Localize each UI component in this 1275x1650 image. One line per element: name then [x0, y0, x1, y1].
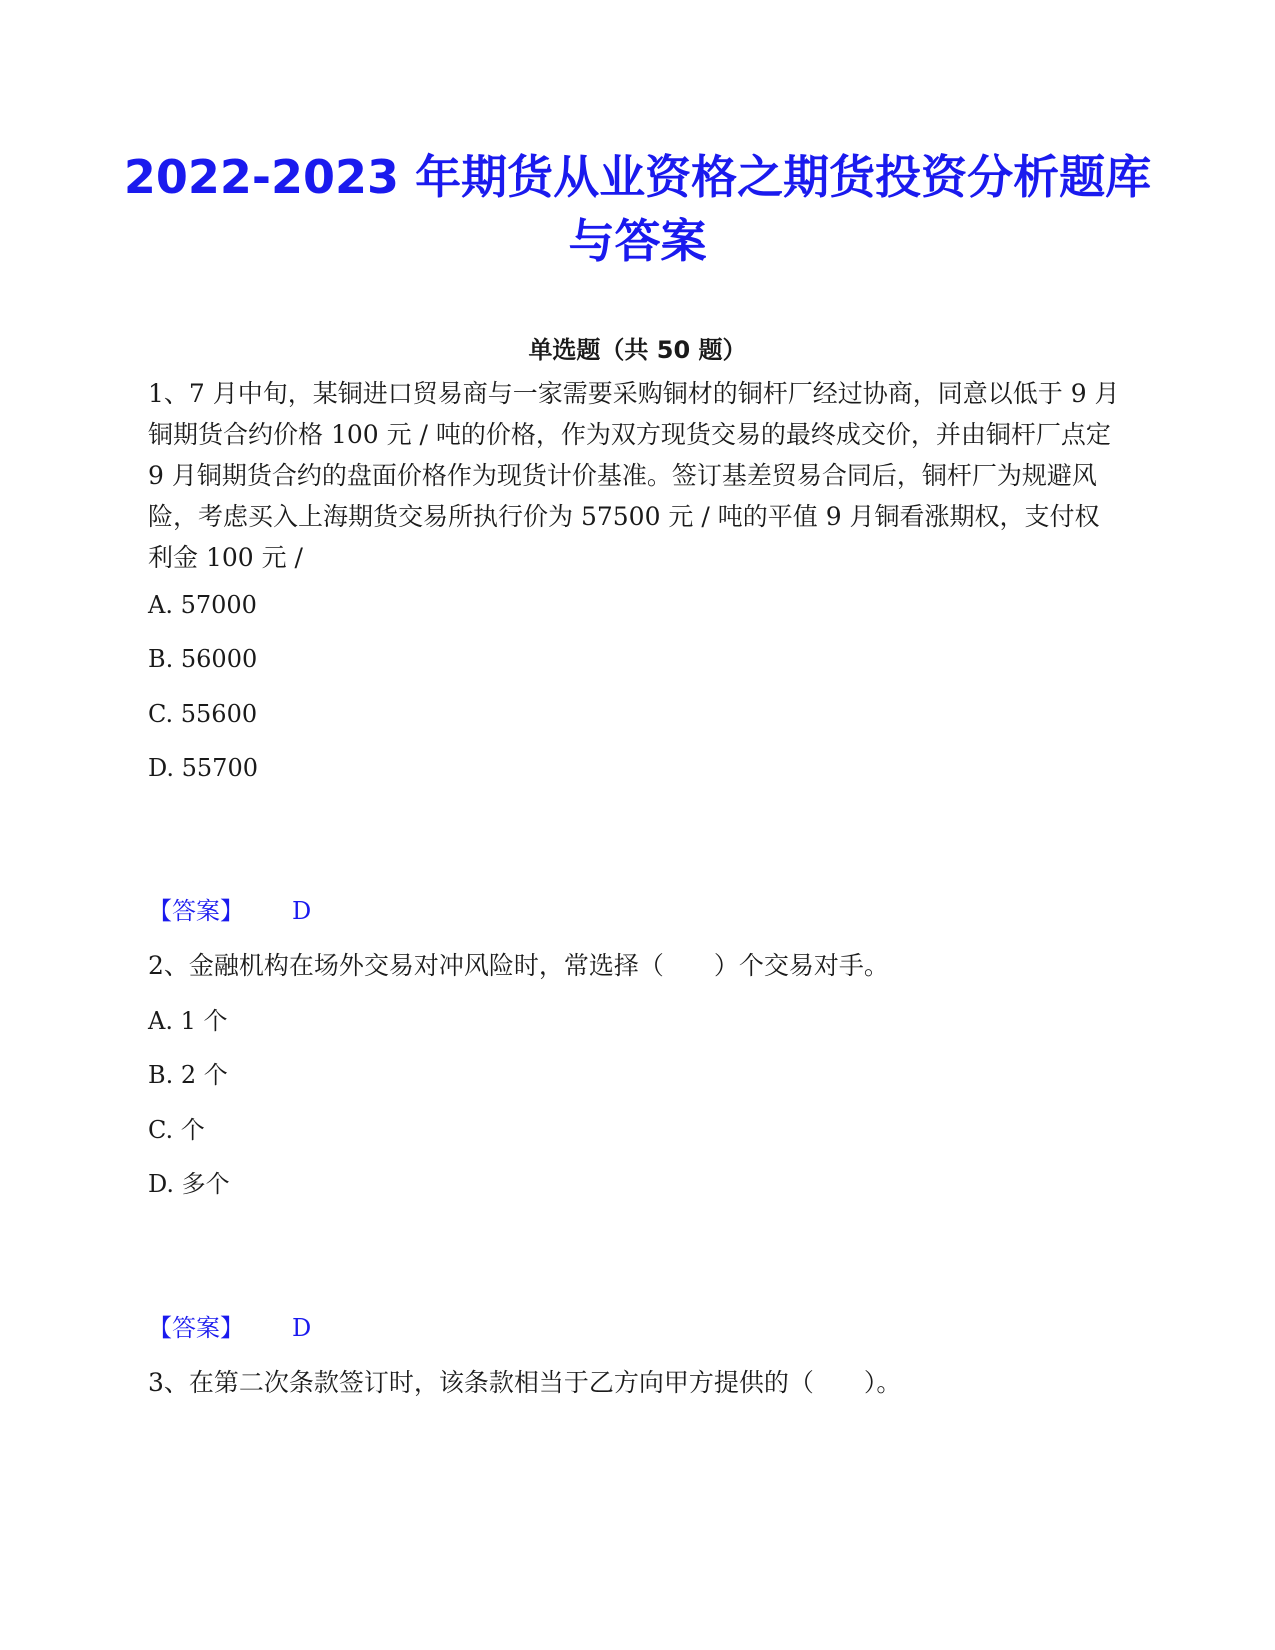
question-2-option-b: B. 2 个 [148, 1061, 228, 1089]
section-heading: 单选题（共 50 题） [528, 336, 747, 364]
question-1-option-b: B. 56000 [148, 645, 258, 673]
document-title: 2022-2023 年期货从业资格之期货投资分析题库与答案 [123, 150, 1152, 268]
answer-label: 【答案】 [148, 1314, 244, 1342]
question-1-option-c: C. 55600 [148, 700, 258, 728]
question-2-answer [148, 1311, 311, 1345]
answer-value: D [292, 1314, 312, 1342]
answer-value: D [292, 897, 312, 925]
question-2-option-a: A. 1 个 [148, 1007, 228, 1035]
question-2-option-c: C. 个 [148, 1116, 205, 1144]
question-3-text: 3、在第二次条款签订时，该条款相当于乙方向甲方提供的（ ）。 [148, 1368, 902, 1397]
answer-label: 【答案】 [148, 897, 244, 925]
question-2-text: 2、金融机构在场外交易对冲风险时，常选择（ ）个交易对手。 [148, 951, 889, 980]
question-1-answer [148, 894, 311, 928]
question-1-text: 1、7 月中旬，某铜进口贸易商与一家需要采购铜材的铜杆厂经过协商，同意以低于 9 月铜期货合约价格 100 元 / 吨的价格，作为双方现货交易的最终成交价，并由铜杆厂点定 9 月铜期货合约的盘面价格作为现货计价基准。签订基差贸易合同后，铜杆厂为规避风险，考虑买入上海期货交易所执行价为 57500 元 / 吨的平值 9 月铜看涨期权，支付权利金 100 元 / [148, 379, 1120, 572]
question-1-option-d: D. 55700 [148, 754, 258, 782]
question-2-option-d: D. 多个 [148, 1170, 230, 1198]
question-1-option-a: A. 57000 [148, 591, 257, 619]
